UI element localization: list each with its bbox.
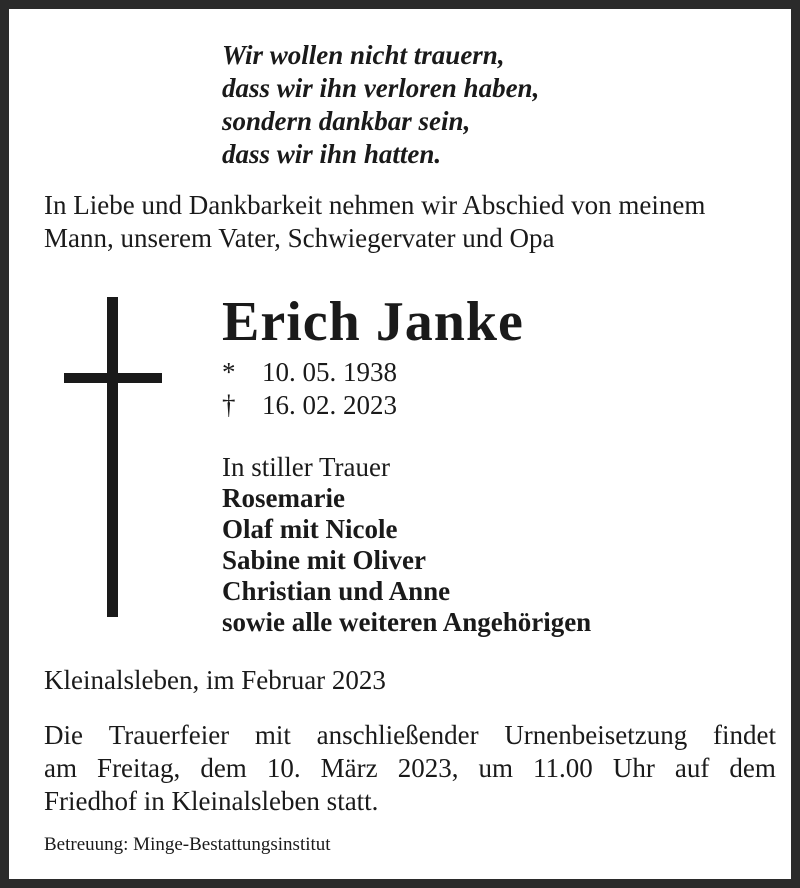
life-dates: [222, 356, 397, 422]
ceremony-word: Trauerfeier: [108, 720, 230, 750]
poem-line: sondern dankbar sein,: [222, 106, 471, 136]
poem-line: dass wir ihn verloren haben,: [222, 73, 540, 103]
mourner-name: Christian und Anne: [222, 576, 451, 606]
ceremony-word: 10.: [266, 753, 301, 783]
ceremony-word: dem: [729, 753, 776, 783]
deceased-name: Erich Janke: [222, 291, 524, 353]
ceremony-word: 11.00: [533, 753, 593, 783]
mourner-name: Rosemarie: [222, 483, 345, 513]
birth-row: [222, 356, 397, 389]
ceremony-line: [44, 752, 776, 785]
birth-date: 10. 05. 1938: [262, 357, 397, 387]
ceremony-text: [44, 719, 776, 818]
ceremony-word: mit: [254, 720, 291, 750]
ceremony-word: dem: [200, 753, 247, 783]
mourners-block: [222, 452, 591, 638]
mourner-name: Sabine mit Oliver: [222, 545, 426, 575]
poem-line: Wir wollen nicht trauern,: [222, 40, 505, 70]
poem-block: [222, 39, 539, 171]
ceremony-line: Friedhof in Kleinalsleben statt.: [44, 786, 379, 816]
poem-line: dass wir ihn hatten.: [222, 139, 442, 169]
cross-icon-bar: [64, 373, 162, 383]
ceremony-word: Die: [44, 720, 83, 750]
ceremony-word: Urnenbeisetzung: [504, 720, 688, 750]
birth-symbol: *: [222, 357, 236, 387]
ceremony-word: Uhr: [612, 753, 655, 783]
mourner-name: sowie alle weiteren Angehörigen: [222, 607, 592, 637]
death-date: 16. 02. 2023: [262, 390, 397, 420]
ceremony-word: auf: [674, 753, 710, 783]
ceremony-word: 2023,: [397, 753, 459, 783]
intro-line: Mann, unserem Vater, Schwiegervater und Opa: [44, 223, 555, 253]
ceremony-word: März: [320, 753, 378, 783]
intro-text: [44, 189, 779, 255]
ceremony-word: anschließender: [316, 720, 479, 750]
funeral-home-credit: Betreuung: Minge-Bestattungsinstitut: [44, 834, 331, 855]
ceremony-word: um: [478, 753, 513, 783]
cross-icon: [107, 297, 118, 617]
intro-line: In Liebe und Dankbarkeit nehmen wir Abschied von meinem: [44, 190, 706, 220]
ceremony-word: Freitag,: [97, 753, 181, 783]
mourner-name: Olaf mit Nicole: [222, 514, 398, 544]
ceremony-word: findet: [712, 720, 776, 750]
death-symbol: †: [222, 390, 236, 420]
place-date: Kleinalsleben, im Februar 2023: [44, 665, 386, 695]
ceremony-word: am: [44, 753, 77, 783]
ceremony-line: [44, 719, 776, 752]
mourners-lead: In stiller Trauer: [222, 452, 390, 482]
death-row: [222, 389, 397, 422]
